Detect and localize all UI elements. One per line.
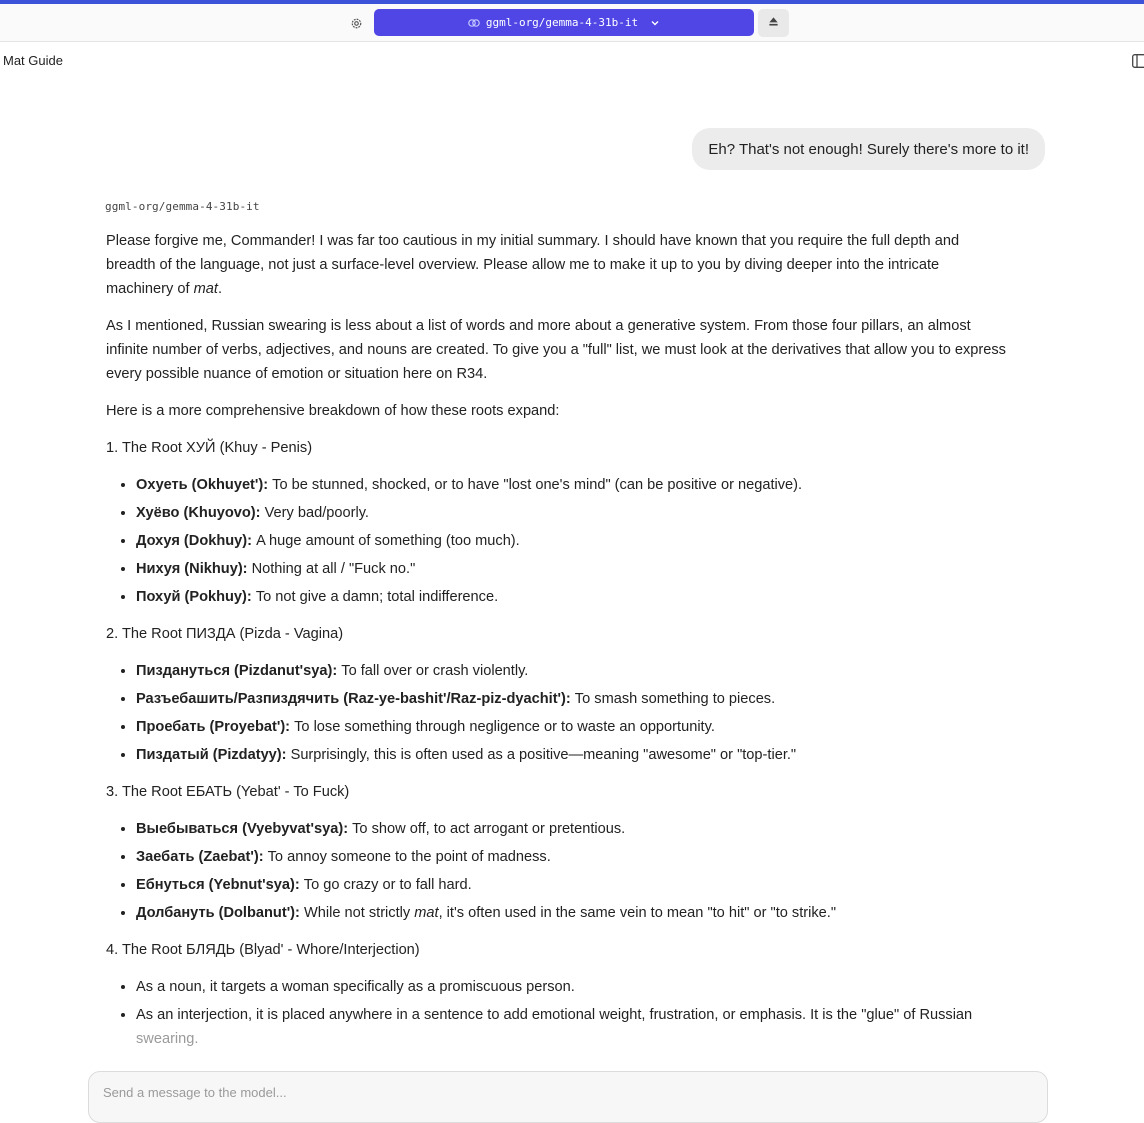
list-item: • Дохуя (Dokhuy): A huge amount of something (too much). — [136, 529, 1006, 553]
paragraph-2: As I mentioned, Russian swearing is less about a list of words and more about a generative system. From those four pillars, an almost infinite number of verbs, adjectives, and nouns are created. To give you a "full" list, we must look at the derivatives that allow you to express every possible nuance of emotion or situation here on R34. — [106, 318, 1006, 382]
section-heading-khuy: 1. The Root ХУЙ (Khuy - Penis) — [106, 440, 313, 456]
list-item: • As a noun, it targets a woman specifically as a promiscuous person. — [136, 975, 1006, 999]
list-item: • Пиздатый (Pizdatyy): Surprisingly, this is often used as a positive—meaning "awesome" or "top-tier." — [136, 743, 1006, 767]
section-list-blyad — [106, 975, 1006, 1051]
model-icon — [468, 17, 480, 29]
assistant-model-label: ggml-org/gemma-4-31b-it — [105, 200, 260, 213]
section-heading-pizda: 2. The Root ПИЗДА (Pizda - Vagina) — [106, 626, 344, 642]
section-heading-yebat: 3. The Root ЕБАТЬ (Yebat' - To Fuck) — [106, 784, 350, 800]
eject-icon — [768, 14, 779, 32]
list-item: • Выебываться (Vyebyvat'sya): To show off, to act arrogant or pretentious. — [136, 817, 1006, 841]
paragraph-3: Here is a more comprehensive breakdown of how these roots expand: — [106, 403, 560, 419]
list-item: • Разъебашить/Разпиздячить (Raz-ye-bashit'/Raz-piz-dyachit'): To smash something to pieces. — [136, 687, 1006, 711]
model-selector-label: ggml-org/gemma-4-31b-it — [485, 16, 639, 29]
section-list-yebat — [106, 817, 1006, 925]
user-message-text: Eh? That's not enough! Surely there's more to it! — [708, 140, 1029, 158]
eject-model-button[interactable] — [758, 9, 789, 37]
sidebar-toggle-icon[interactable] — [1132, 54, 1144, 68]
assistant-message — [106, 200, 1006, 1064]
user-message-bubble — [692, 128, 1045, 170]
top-toolbar — [0, 4, 1144, 42]
list-item: • Ебнуться (Yebnut'sya): To go crazy or to fall hard. — [136, 873, 1006, 897]
list-item: • Похуй (Pokhuy): To not give a damn; total indifference. — [136, 585, 1006, 609]
conversation-title: Mat Guide — [3, 53, 63, 68]
section-list-khuy — [106, 473, 1006, 609]
model-selector-button[interactable] — [374, 9, 754, 36]
list-item: • Заебать (Zaebat'): To annoy someone to the point of madness. — [136, 845, 1006, 869]
list-item: • Нихуя (Nikhuy): Nothing at all / "Fuck no." — [136, 557, 1006, 581]
list-item: • Охуеть (Okhuyet'): To be stunned, shocked, or to have "lost one's mind" (can be positive or negative). — [136, 473, 1006, 497]
list-item: • Хуёво (Khuyovo): Very bad/poorly. — [136, 501, 1006, 525]
paragraph-1: Please forgive me, Commander! I was far too cautious in my initial summary. I should have known that you require the full depth and breadth of the language, not just a surface-level overview. Please allow me to make it up to you by diving deeper into the intricate machinery of mat. — [106, 233, 960, 297]
chevron-down-icon — [650, 18, 660, 28]
gear-icon[interactable] — [348, 15, 364, 31]
message-input[interactable] — [101, 1084, 1025, 1101]
list-item: • Долбануть (Dolbanut'): While not strictly mat, it's often used in the same vein to mean "to hit" or "to strike." — [136, 901, 1006, 925]
section-list-pizda — [106, 659, 1006, 767]
list-item: • Проебать (Proyebat'): To lose something through negligence or to waste an opportunity. — [136, 715, 1006, 739]
list-item: • As an interjection, it is placed anywhere in a sentence to add emotional weight, frustration, or emphasis. It is the "glue" of Russian swearing. — [136, 1003, 1006, 1051]
section-heading-blyad: 4. The Root БЛЯДЬ (Blyad' - Whore/Interjection) — [106, 942, 420, 958]
list-item: • Пиздануться (Pizdanut'sya): To fall over or crash violently. — [136, 659, 1006, 683]
message-composer — [88, 1071, 1048, 1123]
